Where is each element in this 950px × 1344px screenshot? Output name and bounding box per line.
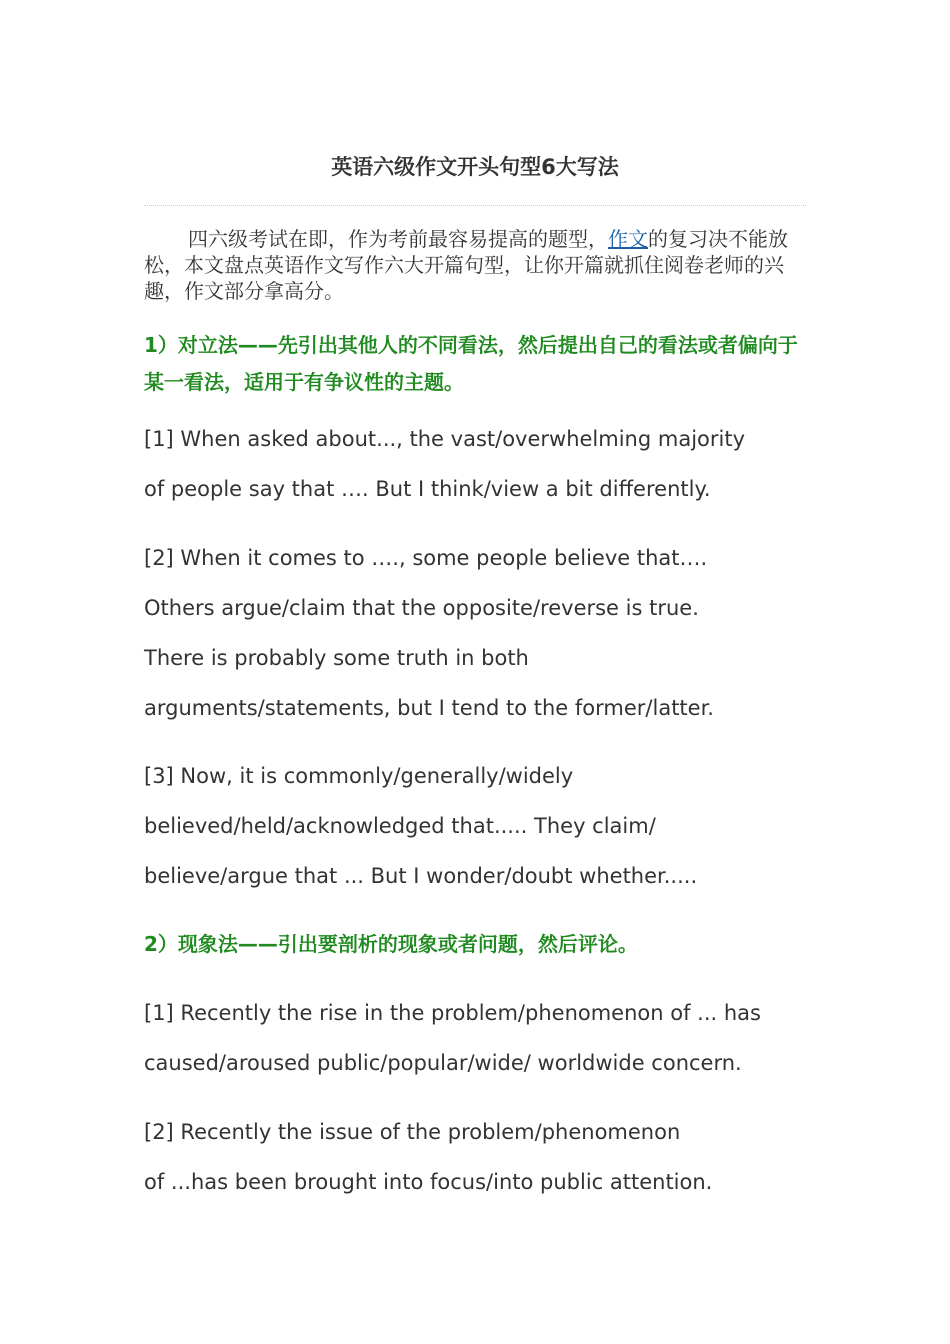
- example-2-2: [144, 1107, 806, 1207]
- example-line: [2] When it comes to …., some people believe that….: [144, 546, 708, 570]
- example-1-1: [144, 414, 806, 514]
- example-1-3: [144, 751, 806, 901]
- example-line: caused/aroused public/popular/wide/ worldwide concern.: [144, 1051, 742, 1075]
- example-2-1: [144, 988, 806, 1088]
- intro-text-after-link: 的复习决不能放松，本文盘点英语作文写作六大开篇句型，让你开篇就抓住阅卷老师的兴趣，作文部分拿高分。: [144, 227, 788, 303]
- example-line: arguments/statements, but I tend to the former/latter.: [144, 696, 714, 720]
- document-title: 英语六级作文开头句型6大写法: [331, 155, 619, 179]
- example-line: believe/argue that ... But I wonder/doubt whether.....: [144, 864, 698, 888]
- intro-paragraph: [144, 226, 806, 304]
- example-line: [1] Recently the rise in the problem/phenomenon of ... has: [144, 1001, 761, 1025]
- example-line: There is probably some truth in both: [144, 646, 529, 670]
- composition-link[interactable]: 作文: [608, 227, 648, 251]
- example-line: Others argue/claim that the opposite/reverse is true.: [144, 596, 699, 620]
- intro-text-before-link: 四六级考试在即，作为考前最容易提高的题型，: [188, 227, 608, 251]
- section-heading-1: 1）对立法——先引出其他人的不同看法，然后提出自己的看法或者偏向于某一看法，适用于有争议性的主题。: [144, 333, 798, 394]
- example-line: of ...has been brought into focus/into public attention.: [144, 1170, 713, 1194]
- example-1-2: [144, 533, 806, 733]
- example-line: of people say that …. But I think/view a bit differently.: [144, 477, 711, 501]
- example-line: [3] Now, it is commonly/generally/widely: [144, 764, 574, 788]
- example-line: [1] When asked about..., the vast/overwhelming majority: [144, 427, 746, 451]
- example-line: believed/held/acknowledged that..... They claim/: [144, 814, 656, 838]
- section-heading-2: 2）现象法——引出要剖析的现象或者问题，然后评论。: [144, 932, 638, 956]
- title-divider: [144, 205, 806, 206]
- example-line: [2] Recently the issue of the problem/phenomenon: [144, 1120, 681, 1144]
